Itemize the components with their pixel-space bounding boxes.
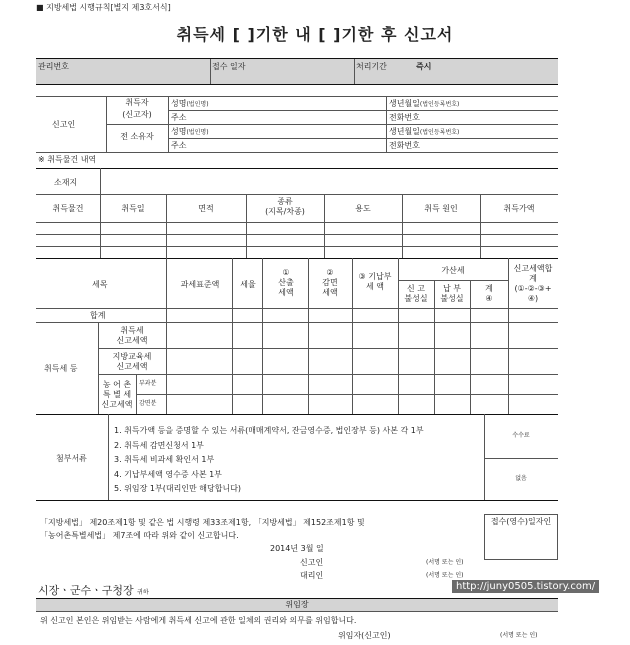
watermark: http://juny0505.tistory.com/	[452, 580, 599, 593]
col-price: 취득가액	[503, 204, 535, 213]
acquirer-birth-text: 생년월일	[389, 99, 420, 108]
col-item: 취득물건	[52, 204, 84, 213]
prev-owner-birth-label	[389, 127, 459, 137]
penalty-pay-l2: 불성실	[440, 294, 464, 303]
edu-tax-label	[98, 352, 166, 372]
declaration-line-2: 「농어촌특별세법」 제7조에 따라 위와 같이 신고합니다.	[40, 531, 239, 540]
calc-tax-l2: 세액	[278, 288, 294, 297]
poa-title: 위임장	[285, 600, 309, 609]
total-tax-l2: 계	[529, 274, 537, 283]
total-tax-l3: (①-②-③+	[514, 284, 552, 293]
acquirer-phone-label: 전화번호	[389, 113, 420, 122]
acquirer-name-text: 성명	[171, 99, 187, 108]
attach-item-2: 2. 취득세 감면신청서 1부	[114, 441, 204, 450]
location-label: 소재지	[54, 178, 78, 187]
rural-tax-l3: 신고세액	[101, 400, 133, 409]
prev-owner-address-label: 주소	[171, 141, 187, 150]
acq-tax-label	[98, 326, 166, 346]
col-use: 용도	[355, 204, 371, 213]
attach-label: 첨부서류	[56, 454, 87, 463]
proc-period-value: 즉시	[416, 62, 432, 71]
exempt-tax-l2: 세액	[322, 288, 338, 297]
prepaid-tax-label	[352, 272, 398, 292]
acquirer-birth-label	[389, 99, 459, 109]
poa-delegator: 위임자(신고인)	[338, 631, 391, 640]
poa-body: 위 신고인 본인은 위임받는 사람에게 취득세 신고에 관한 일체의 권리와 의무를 위임합니다.	[40, 616, 357, 625]
total-tax-label	[508, 264, 558, 304]
tax-item-label: 세목	[92, 280, 108, 289]
proc-period-label: 처리기간	[356, 62, 387, 71]
penalty-report-l2: 불성실	[404, 294, 428, 303]
total-tax-l4: ④)	[527, 294, 539, 303]
declaration-line-1: 「지방세법」 제20조제1항 및 같은 법 시행령 제33조제1항, 「지방세법」 제152조제1항 및	[40, 518, 365, 527]
col-type: 종류 (지목/차종)	[265, 197, 305, 216]
acquirer-sub-label: (신고자)	[122, 110, 152, 119]
penalty-report-l1: 신 고	[407, 284, 425, 293]
penalty-pay-label	[434, 284, 470, 304]
prev-owner-phone-label: 전화번호	[389, 141, 420, 150]
attach-item-3: 3. 취득세 비과세 확인서 1부	[114, 455, 215, 464]
agent-sign-hint: (서명 또는 인)	[426, 572, 464, 579]
penalty-sum-l2: ④	[485, 294, 493, 303]
calc-tax-l1: 산출	[278, 278, 294, 287]
fee-value: 없음	[515, 475, 527, 482]
addressee	[38, 584, 149, 598]
col-area: 면적	[198, 204, 214, 213]
rural-levied-label: 부과분	[139, 380, 157, 387]
receipt-stamp-label: 접수(영수)일자인	[490, 517, 552, 526]
acquirer-name-label	[171, 99, 209, 109]
rural-tax-l1: 농 어 촌	[102, 380, 132, 389]
attach-item-1: 1. 취득가액 등을 증명할 수 있는 서류(매매계약서, 잔금영수증, 법인장부 등) 사본 각 1부	[114, 426, 424, 435]
acq-tax-l1: 취득세	[120, 326, 144, 335]
rural-exempt-label: 감면분	[139, 400, 157, 407]
filer-sign-label: 신고인	[300, 558, 324, 567]
acq-tax-l2: 신고세액	[116, 336, 148, 345]
acquirer-address-label: 주소	[171, 113, 187, 122]
exempt-tax-l1: 감면	[322, 278, 338, 287]
prev-owner-birth-text: 생년월일	[389, 127, 420, 136]
sum-label: 합계	[90, 311, 106, 320]
exempt-tax-no: ②	[326, 268, 334, 277]
mgmt-no-label: 관리번호	[38, 62, 69, 71]
penalty-label: 가산세	[441, 266, 465, 275]
agent-sign-label: 대리인	[300, 571, 324, 580]
declaration-date: 2014년 3월 일	[270, 544, 324, 553]
prepaid-tax-l1: ③ 기납부	[358, 272, 392, 281]
col-cause: 취득 원인	[424, 204, 458, 213]
filer-sign-hint: (서명 또는 인)	[426, 559, 464, 566]
tax-base-label: 과세표준액	[180, 280, 220, 289]
tax-group-label: 취득세 등	[44, 364, 78, 373]
receipt-date-label: 접수 일자	[212, 62, 246, 71]
acquirer-label: 취득자	[125, 98, 149, 107]
penalty-report-label	[398, 284, 434, 304]
attach-item-5: 5. 위임장 1부(대리인만 해당합니다)	[114, 484, 242, 493]
calc-tax-label	[264, 268, 308, 298]
acquirer-name-sub: (법인명)	[186, 101, 209, 108]
exempt-tax-label	[308, 268, 352, 298]
total-tax-l1: 신고세액합	[513, 264, 553, 273]
property-heading: ※ 취득물건 내역	[38, 155, 97, 164]
poa-sign-hint: (서명 또는 인)	[500, 632, 538, 639]
legal-reference: ■ 지방세법 시행규칙[별지 제3호서식]	[36, 3, 171, 12]
edu-tax-l1: 지방교육세	[112, 352, 152, 361]
edu-tax-l2: 신고세액	[116, 362, 148, 371]
prev-owner-name-text: 성명	[171, 127, 187, 136]
prev-owner-name-sub: (법인명)	[186, 129, 209, 136]
penalty-pay-l1: 납 부	[443, 284, 461, 293]
calc-tax-no: ①	[282, 268, 290, 277]
prev-owner-birth-sub: (법인등록번호)	[419, 129, 460, 136]
col-date: 취득일	[121, 204, 145, 213]
prepaid-tax-l2: 세 액	[366, 282, 384, 291]
fee-label: 수수료	[512, 432, 530, 439]
form-title: 취득세 [ ]기한 내 [ ]기한 후 신고서	[176, 25, 454, 44]
top-row-bg	[36, 58, 558, 84]
penalty-sum-l1: 계	[485, 284, 493, 293]
tax-rate-label: 세율	[240, 280, 256, 289]
prev-owner-label: 전 소유자	[120, 132, 154, 141]
penalty-sum-label	[470, 284, 508, 304]
filer-section-label: 신고인	[52, 120, 76, 129]
addressee-suffix: 귀하	[137, 589, 149, 596]
addressee-text: 시장ㆍ군수ㆍ구청장	[38, 584, 134, 597]
acquirer-birth-sub: (법인등록번호)	[419, 101, 460, 108]
rural-tax-label	[98, 380, 136, 410]
prev-owner-name-label	[171, 127, 209, 137]
attach-item-4: 4. 기납부세액 영수증 사본 1부	[114, 470, 222, 479]
rural-tax-l2: 특 별 세	[102, 390, 132, 399]
